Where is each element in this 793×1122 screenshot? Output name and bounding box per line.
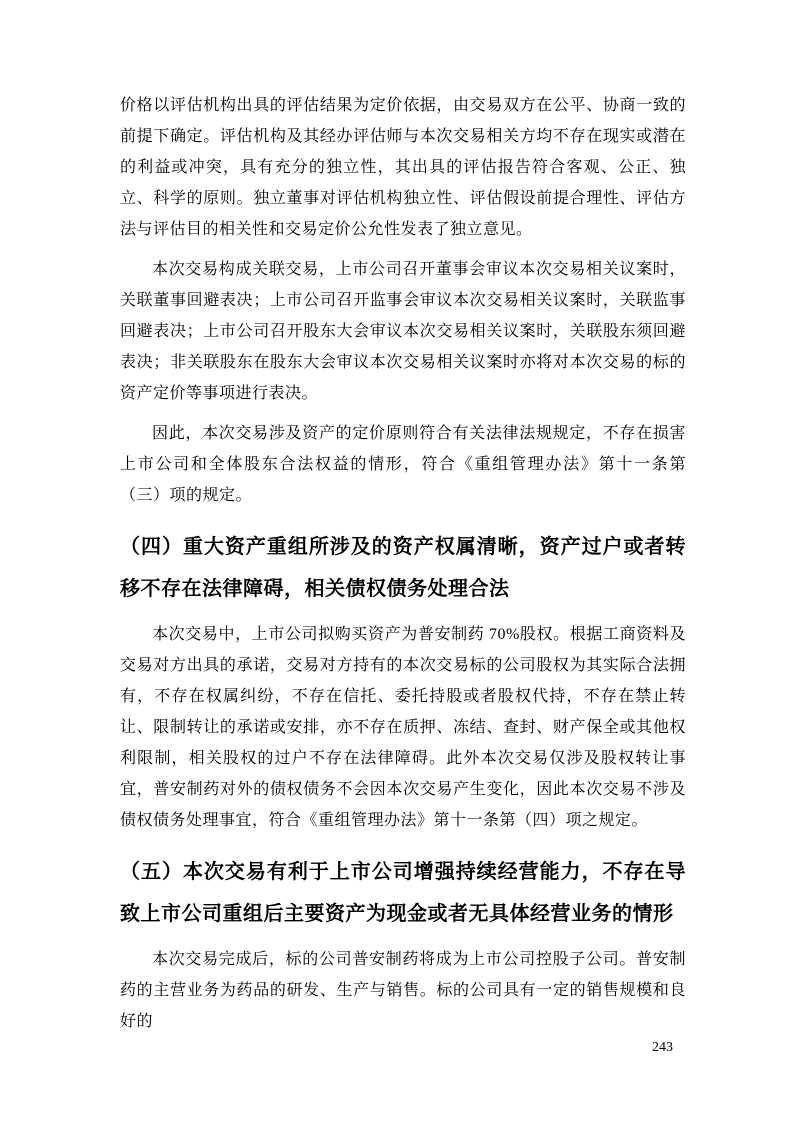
page-number: 243 [652, 1040, 673, 1055]
document-content [120, 90, 686, 1046]
paragraph-equity-ownership: 本次交易中，上市公司拟购买资产为普安制药 70%股权。根据工商资料及交易对方出具的承诺，交易对方持有的本次交易标的公司股权为其实际合法拥有，不存在权属纠纷，不存在信托、委托持股或者股权代持，不存在禁止转让、限制转让的承诺或安排，亦不存在质押、冻结、查封、财产保全或其他权利限制，相关股权的过户不存在法律障碍。此外本次交易仅涉及股权转让事宜，普安制药对外的债权债务不会因本次交易产生变化，因此本次交易不涉及债权债务处理事宜，符合《重组管理办法》第十一条第（四）项之规定。 [120, 626, 686, 829]
section-heading-5: （五）本次交易有利于上市公司增强持续经营能力，不存在导致上市公司重组后主要资产为现金或者无具体经营业务的情形 [120, 861, 686, 925]
paragraph-pricing-basis: 价格以评估机构出具的评估结果为定价依据，由交易双方在公平、协商一致的前提下确定。评估机构及其经办评估师与本次交易相关方均不存在现实或潜在的利益或冲突，具有充分的独立性，其出具的评估报告符合客观、公正、独立、科学的原则。独立董事对评估机构独立性、评估假设前提合理性、评估方法与评估目的相关性和交易定价公允性发表了独立意见。 [120, 97, 686, 238]
paragraph-pricing-conclusion: 因此，本次交易涉及资产的定价原则符合有关法律法规规定，不存在损害上市公司和全体股东合法权益的情形，符合《重组管理办法》第十一条第（三）项的规定。 [120, 425, 686, 504]
paragraph-related-transaction-voting: 本次交易构成关联交易，上市公司召开董事会审议本次交易相关议案时，关联董事回避表决；上市公司召开监事会审议本次交易相关议案时，关联监事回避表决；上市公司召开股东大会审议本次交易相关议案时，关联股东须回避表决；非关联股东在股东大会审议本次交易相关议案时亦将对本次交易的标的资产定价等事项进行表决。 [120, 261, 686, 402]
paragraph-post-transaction: 本次交易完成后，标的公司普安制药将成为上市公司控股子公司。普安制药的主营业务为药品的研发、生产与销售。标的公司具有一定的销售规模和良好的 [120, 951, 686, 1030]
section-heading-4: （四）重大资产重组所涉及的资产权属清晰，资产过户或者转移不存在法律障碍，相关债权债务处理合法 [120, 536, 686, 600]
